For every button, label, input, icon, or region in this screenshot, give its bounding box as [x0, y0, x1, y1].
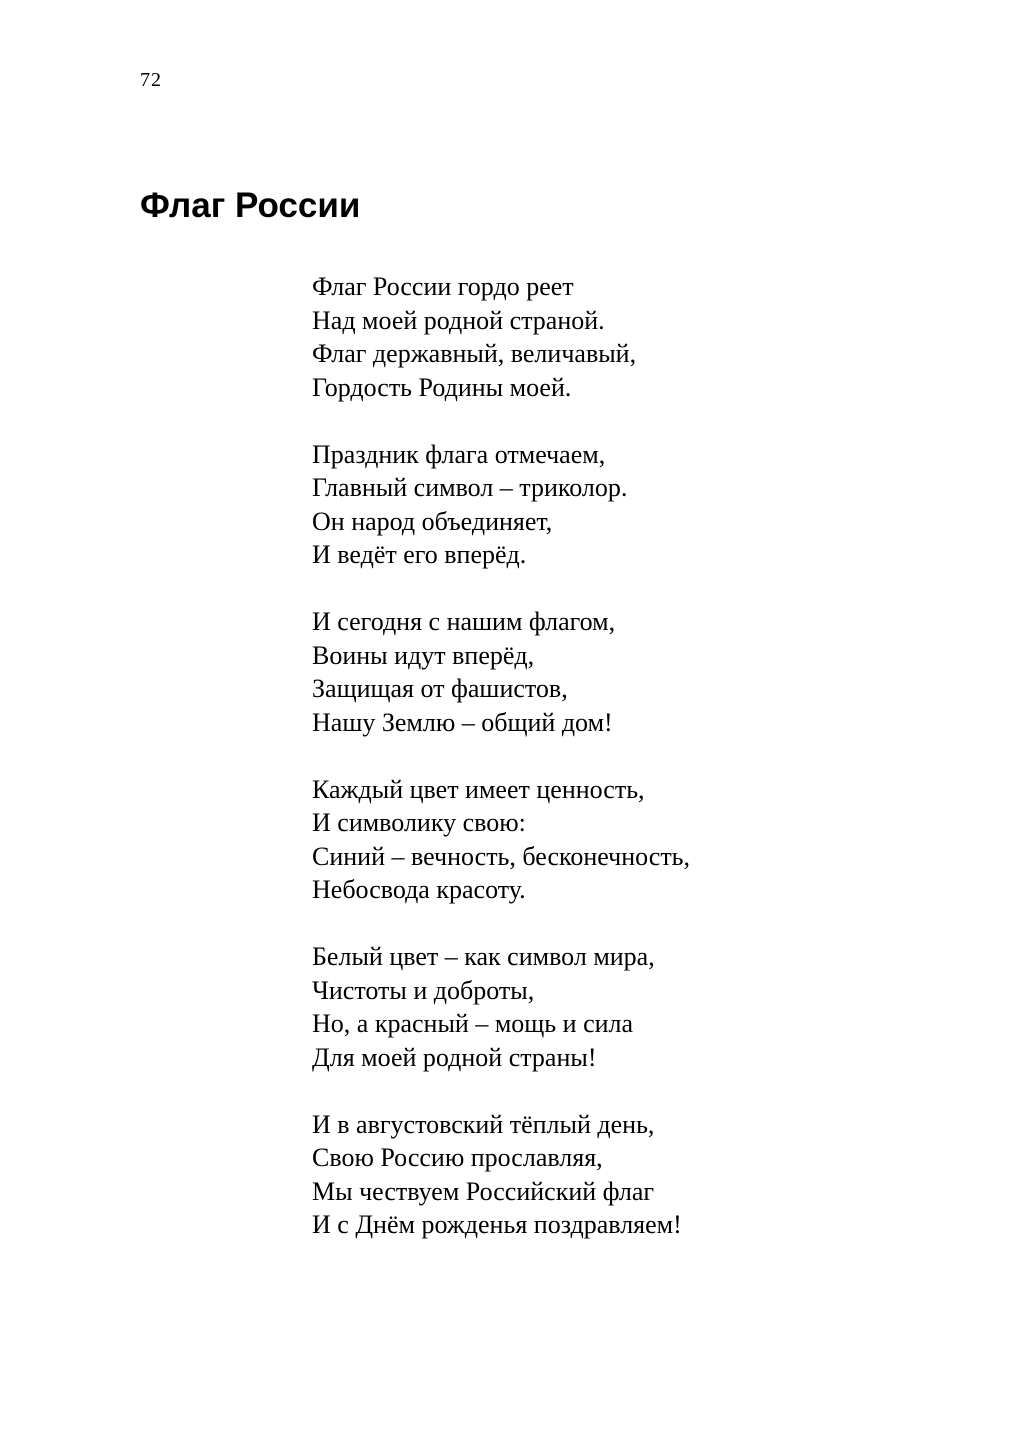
- stanza: [312, 940, 690, 1074]
- poem-line: Для моей родной страны!: [312, 1042, 597, 1072]
- poem-line: Флаг державный, величавый,: [312, 339, 637, 368]
- poem-line: Он народ объединяет,: [312, 506, 553, 536]
- stanza: [312, 1108, 690, 1242]
- poem-line: Нашу Землю – общий дом!: [312, 707, 613, 737]
- poem-line: Над моей родной страной.: [312, 305, 605, 335]
- poem-line: Свою Россию прославляя,: [312, 1143, 603, 1172]
- poem-line: Воины идут вперёд,: [312, 640, 535, 670]
- poem-line: И сегодня с нашим флагом,: [312, 607, 616, 636]
- poem-line: Мы чествуем Российский флаг: [312, 1176, 655, 1206]
- poem-line: Гордость Родины моей.: [312, 372, 572, 402]
- page-number: 72: [140, 69, 162, 91]
- poem-line: И символику свою:: [312, 808, 526, 837]
- poem-line: Каждый цвет имеет ценность,: [312, 774, 645, 804]
- poem-line: И в августовский тёплый день,: [312, 1109, 655, 1139]
- poem-line: Синий – вечность, бесконечность,: [312, 841, 691, 871]
- poem-line: И с Днём рожденья поздравляем!: [312, 1210, 682, 1239]
- poem-line: Чистоты и доброты,: [312, 975, 535, 1005]
- stanza: [312, 438, 690, 572]
- poem-line: Флаг России гордо реет: [312, 272, 574, 301]
- poem-line: Праздник флага отмечаем,: [312, 439, 606, 469]
- poem-title: Флаг России: [140, 186, 361, 225]
- poem-line: Главный символ – триколор.: [312, 473, 628, 502]
- poem-line: И ведёт его вперёд.: [312, 540, 527, 569]
- stanza: [312, 605, 690, 739]
- poem-line: Но, а красный – мощь и сила: [312, 1009, 634, 1038]
- poem-line: Небосвода красоту.: [312, 875, 526, 904]
- poem-line: Белый цвет – как символ мира,: [312, 942, 655, 971]
- poem-line: Защищая от фашистов,: [312, 674, 568, 703]
- stanza: [312, 773, 690, 907]
- poem-body: [312, 270, 690, 1275]
- stanza: [312, 270, 690, 404]
